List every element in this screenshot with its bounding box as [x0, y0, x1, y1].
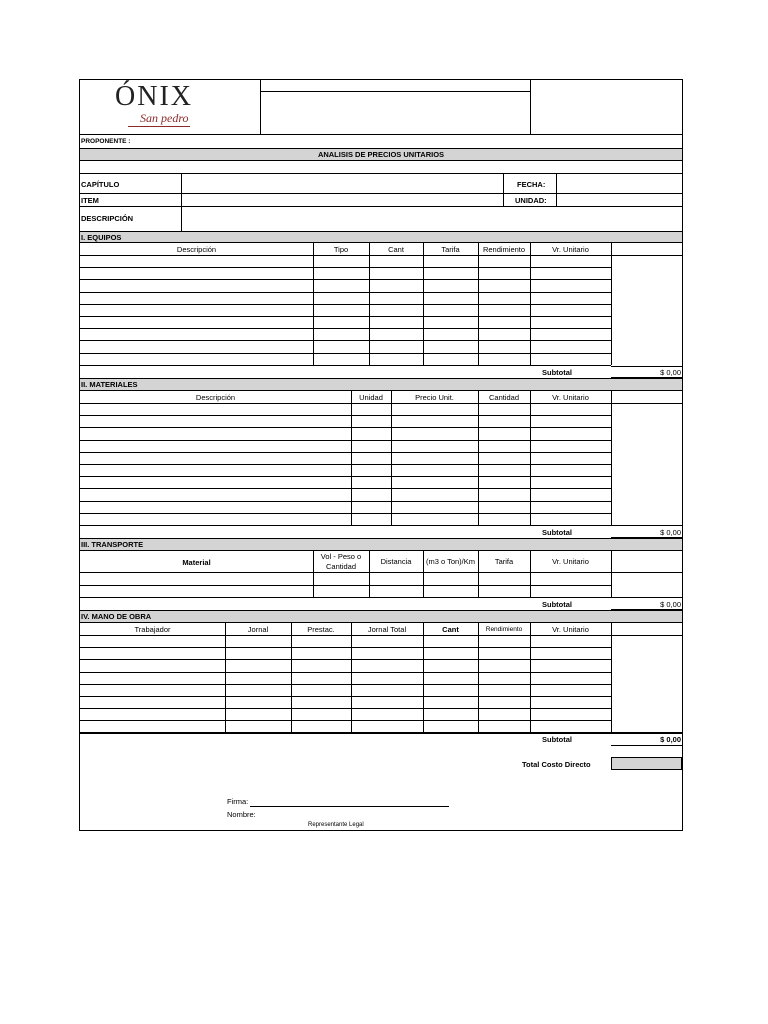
- grid-line: [611, 366, 683, 367]
- equipos-col-tipo: Tipo: [333, 245, 349, 254]
- grid-line: [79, 672, 611, 673]
- grid-line: [611, 525, 683, 526]
- transporte-col-m3-ton-km: (m3 o Ton)/Km: [425, 557, 476, 566]
- unidad-field[interactable]: [558, 195, 681, 205]
- capitulo-field[interactable]: [183, 175, 501, 192]
- grid-line: [478, 622, 479, 733]
- grid-line: [79, 488, 611, 489]
- grid-line: [478, 242, 479, 365]
- grid-line: [79, 415, 611, 416]
- header-divider: [530, 79, 531, 134]
- transporte-col-cantidad: Cantidad: [325, 562, 357, 571]
- grid-line: [611, 745, 683, 746]
- unidad-label: UNIDAD:: [515, 196, 547, 205]
- grid-line: [79, 452, 611, 453]
- transporte-title: III. TRANSPORTE: [81, 540, 144, 549]
- grid-line: [79, 242, 683, 243]
- grid-line: [369, 550, 370, 597]
- grid-line: [79, 572, 683, 573]
- grid-line: [611, 597, 683, 598]
- grid-line: [79, 440, 611, 441]
- materiales-col-precio: Precio Unit.: [415, 393, 454, 402]
- grid-line: [79, 708, 611, 709]
- materiales-title: II. MATERIALES: [81, 380, 138, 389]
- mano-obra-col-vr-unitario: Vr. Unitario: [552, 625, 589, 634]
- transporte-col-distancia: Distancia: [380, 557, 412, 566]
- grid-line: [391, 390, 392, 525]
- grid-line: [79, 513, 611, 514]
- materiales-col-vr-unitario: Vr. Unitario: [552, 393, 589, 402]
- equipos-band: [80, 232, 682, 242]
- equipos-subtotal-label: Subtotal: [542, 368, 572, 377]
- grid-line: [530, 622, 531, 733]
- mano-obra-col-jornal: Jornal: [247, 625, 269, 634]
- page-title: ANALISIS DE PRECIOS UNITARIOS: [317, 150, 445, 159]
- descripcion-label: DESCRIPCIÓN: [81, 214, 134, 223]
- grid-line: [79, 476, 611, 477]
- grid-line: [79, 622, 683, 623]
- grid-line: [530, 390, 531, 525]
- grid-line: [291, 622, 292, 733]
- mano-obra-subtotal-label: Subtotal: [542, 735, 572, 744]
- materiales-subtotal-label: Subtotal: [542, 528, 572, 537]
- grid-line: [79, 525, 611, 526]
- mano-obra-title: IV. MANO DE OBRA: [81, 612, 152, 621]
- grid-line: [225, 622, 226, 733]
- grid-line: [611, 550, 612, 597]
- grid-line: [79, 292, 611, 293]
- logo-underline: [128, 126, 190, 127]
- grid-line: [423, 242, 424, 365]
- grid-line: [351, 622, 352, 733]
- grid-line: [79, 340, 611, 341]
- grid-line: [79, 659, 611, 660]
- representante-legal-label: Representante Legal: [308, 822, 364, 828]
- transporte-subtotal-value: $ 0,00: [660, 600, 681, 609]
- grid-line: [423, 550, 424, 597]
- mano-obra-col-cant: Cant: [442, 625, 459, 634]
- mano-obra-col-trabajador: Trabajador: [134, 625, 171, 634]
- grid-line: [79, 696, 611, 697]
- grid-line: [423, 622, 424, 733]
- grid-line: [313, 242, 314, 365]
- grid-line: [478, 390, 479, 525]
- nombre-label: Nombre:: [227, 810, 256, 819]
- grid-line: [79, 255, 683, 256]
- logo-wordmark: ÓNIX: [115, 81, 193, 112]
- grid-line: [79, 585, 611, 586]
- equipos-title: I. EQUIPOS: [81, 233, 122, 242]
- materiales-col-unidad: Unidad: [359, 393, 383, 402]
- grid-line: [79, 328, 611, 329]
- grid-line: [530, 550, 531, 597]
- transporte-band: [80, 539, 682, 550]
- equipos-col-rendimiento: Rendimiento: [482, 245, 526, 254]
- materiales-band: [80, 379, 682, 390]
- grid-line: [79, 353, 611, 354]
- fecha-field[interactable]: [558, 175, 681, 192]
- materiales-col-cantidad: Cantidad: [488, 393, 520, 402]
- grid-line: [478, 550, 479, 597]
- grid-line: [79, 316, 611, 317]
- grid-line: [611, 242, 612, 365]
- transporte-subtotal-label: Subtotal: [542, 600, 572, 609]
- firma-label: Firma:: [227, 797, 249, 806]
- grid-line: [351, 390, 352, 525]
- grid-line: [79, 597, 611, 598]
- grid-line: [79, 427, 611, 428]
- mano-obra-subtotal-value: $ 0,00: [660, 735, 681, 744]
- grid-line: [611, 733, 683, 734]
- item-field[interactable]: [183, 195, 501, 205]
- grid-line: [79, 279, 611, 280]
- logo-script: San pedro: [140, 111, 189, 125]
- grid-line: [79, 403, 683, 404]
- transporte-col-vr-unitario: Vr. Unitario: [552, 557, 589, 566]
- grid-line: [79, 304, 611, 305]
- mano-obra-col-prestac: Prestac.: [307, 625, 335, 634]
- equipos-col-cant: Cant: [388, 245, 404, 254]
- fecha-label: FECHA:: [517, 180, 546, 189]
- grid-line: [79, 390, 683, 391]
- header-line: [260, 91, 530, 92]
- grid-line: [313, 550, 314, 597]
- firma-line[interactable]: [250, 806, 449, 807]
- equipos-col-vr-unitario: Vr. Unitario: [552, 245, 589, 254]
- grid-line: [611, 390, 612, 525]
- grid-line: [530, 242, 531, 365]
- item-label: ITEM: [81, 196, 99, 205]
- grid-line: [611, 622, 612, 733]
- mano-obra-band: [80, 611, 682, 622]
- grid-line: [79, 267, 611, 268]
- proponente-label: PROPONENTE :: [81, 138, 131, 145]
- capitulo-label: CAPÍTULO: [81, 180, 120, 189]
- transporte-col-material: Material: [182, 558, 211, 567]
- grid-line: [79, 720, 611, 721]
- equipos-col-tarifa: Tarifa: [441, 245, 460, 254]
- header-divider: [260, 79, 261, 134]
- transporte-col-vol-peso: Vol - Peso o: [320, 552, 362, 561]
- grid-line: [79, 365, 611, 366]
- materiales-col-descripcion: Descripción: [195, 393, 236, 402]
- grid-line: [79, 684, 611, 685]
- mano-obra-col-jornal-total: Jornal Total: [367, 625, 407, 634]
- grid-line: [79, 635, 683, 636]
- total-costo-directo-field[interactable]: [611, 757, 682, 770]
- header-bottom-line: [79, 134, 683, 135]
- equipos-col-descripcion: Descripción: [176, 245, 217, 254]
- materiales-subtotal-value: $ 0,00: [660, 528, 681, 537]
- equipos-subtotal-value: $ 0,00: [660, 368, 681, 377]
- grid-line: [79, 550, 683, 551]
- grid-line: [369, 242, 370, 365]
- descripcion-field[interactable]: [183, 208, 681, 230]
- transporte-col-tarifa: Tarifa: [494, 557, 514, 566]
- grid-line: [79, 501, 611, 502]
- grid-line: [79, 732, 683, 733]
- mano-obra-col-rendimiento: Rendimiento: [485, 626, 523, 633]
- grid-line: [79, 464, 611, 465]
- grid-line: [79, 647, 611, 648]
- total-costo-directo-label: Total Costo Directo: [522, 760, 591, 769]
